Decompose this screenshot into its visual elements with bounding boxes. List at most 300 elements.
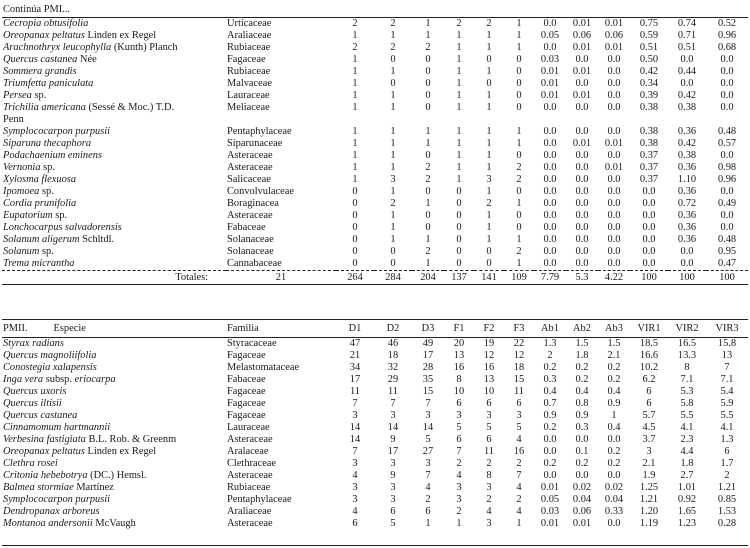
value-cell: 49 <box>422 338 434 349</box>
value-cell: 2 <box>516 458 522 469</box>
value-cell: 17 <box>349 374 361 385</box>
value-cell: 0 <box>390 54 396 65</box>
value-cell: 5.9 <box>720 398 734 409</box>
species-name: Oreopanax peltatus <box>3 30 85 41</box>
species-name: Cecropia obtusifolia <box>3 18 89 29</box>
value-cell: 1 <box>390 234 396 245</box>
value-cell: 0.0 <box>575 234 589 245</box>
value-cell: 5 <box>486 422 492 433</box>
header-ab2: Ab2 <box>566 320 598 338</box>
value-cell: 0 <box>516 54 522 65</box>
species-cell <box>2 386 226 398</box>
family-cell: Convolvulaceae <box>227 186 294 197</box>
species-name: Verbesina fastigiata <box>3 434 86 445</box>
value-cell: 3 <box>352 494 358 505</box>
table-row <box>2 102 748 114</box>
table-row <box>2 446 748 458</box>
species-name: Dendropanax arboreus <box>3 506 100 517</box>
header-f2: F2 <box>474 320 504 338</box>
value-cell: 0.01 <box>604 162 624 173</box>
header-pmii: PMII. <box>3 322 28 334</box>
value-cell <box>336 114 374 126</box>
totals-value: 109 <box>504 271 534 285</box>
value-cell: 0.0 <box>543 258 557 269</box>
table-row <box>2 18 748 31</box>
value-cell: 3 <box>456 482 462 493</box>
species-name: Eupatorium <box>3 210 53 221</box>
header-d3: D3 <box>412 320 444 338</box>
value-cell: 4.4 <box>680 446 694 457</box>
family-cell: Araliaceae <box>227 506 272 517</box>
table-pmii-body <box>2 320 748 531</box>
value-cell: 0.4 <box>575 386 589 397</box>
value-cell: 0.0 <box>607 174 621 185</box>
value-cell: 1 <box>425 30 431 41</box>
value-cell: 0.02 <box>572 482 592 493</box>
table-row <box>2 470 748 482</box>
value-cell: 3 <box>516 410 522 421</box>
value-cell: 1 <box>486 102 492 113</box>
species-author: (Sessé & Moc.) T.D. <box>85 102 175 113</box>
family-cell: Malvaceae <box>227 78 272 89</box>
value-cell: 0.52 <box>717 18 737 29</box>
value-cell: 0.01 <box>540 90 560 101</box>
value-cell: 0.01 <box>572 66 592 77</box>
value-cell: 0.01 <box>572 138 592 149</box>
value-cell: 34 <box>349 362 361 373</box>
header-f3: F3 <box>504 320 534 338</box>
value-cell: 16.5 <box>677 338 697 349</box>
value-cell: 7 <box>516 470 522 481</box>
species-cell <box>2 54 226 66</box>
value-cell: 0.74 <box>677 18 697 29</box>
value-cell: 0 <box>390 78 396 89</box>
value-cell: 1 <box>352 126 358 137</box>
species-cell <box>2 458 226 470</box>
value-cell: 15 <box>513 374 525 385</box>
value-cell: 0.0 <box>642 234 656 245</box>
value-cell: 0.9 <box>575 410 589 421</box>
species-author: (Kunth) Planch <box>111 42 178 53</box>
value-cell: 0.96 <box>717 174 737 185</box>
value-cell: 0.0 <box>543 102 557 113</box>
species-author: Linden ex Regel <box>84 446 157 457</box>
family-cell: Fagaceae <box>227 54 266 65</box>
species-author: sp. <box>52 210 68 221</box>
species-name: Arachnothryx leucophylla <box>3 42 112 53</box>
value-cell: 0 <box>352 246 358 257</box>
value-cell: 0 <box>456 246 462 257</box>
value-cell: 1 <box>352 150 358 161</box>
value-cell: 1 <box>390 90 396 101</box>
value-cell: 4.1 <box>720 422 734 433</box>
value-cell <box>412 114 444 126</box>
species-author: sp. <box>39 186 54 197</box>
value-cell: 0.05 <box>540 30 560 41</box>
value-cell: 0.0 <box>575 54 589 65</box>
value-cell: 2 <box>516 174 522 185</box>
species-name: Trema micrantha <box>3 258 75 269</box>
value-cell: 3 <box>390 174 396 185</box>
value-cell: 2 <box>486 18 492 29</box>
value-cell: 1.10 <box>677 174 697 185</box>
family-cell: Urticaceae <box>227 18 272 29</box>
value-cell: 0 <box>352 222 358 233</box>
table-row <box>2 162 748 174</box>
value-cell: 14 <box>422 422 434 433</box>
species-name: Solanum aligerum <box>3 234 80 245</box>
value-cell: 6 <box>486 398 492 409</box>
species-cell <box>2 90 226 102</box>
value-cell: 19 <box>483 338 495 349</box>
family-cell: Cannabaceae <box>227 258 282 269</box>
value-cell: 2 <box>486 494 492 505</box>
value-cell: 1 <box>390 162 396 173</box>
value-cell: 2 <box>486 198 492 209</box>
table-row <box>2 434 748 446</box>
value-cell: 0.0 <box>543 126 557 137</box>
species-author: subsp. <box>43 374 75 385</box>
value-cell: 0 <box>425 54 431 65</box>
species-name: Montanoa andersonii <box>3 518 93 529</box>
value-cell <box>668 114 706 126</box>
totals-value: 7.79 <box>534 271 566 285</box>
value-cell: 0.38 <box>677 150 697 161</box>
table-row <box>2 350 748 362</box>
table-row <box>2 222 748 234</box>
totals-value: 141 <box>474 271 504 285</box>
species-cell <box>2 30 226 42</box>
value-cell: 0.0 <box>575 210 589 221</box>
value-cell: 0 <box>456 210 462 221</box>
species-name: Sommera grandis <box>3 66 77 77</box>
value-cell: 12 <box>513 350 525 361</box>
value-cell: 0.0 <box>575 174 589 185</box>
value-cell: 1 <box>456 42 462 53</box>
species-name: Cinnamomum hartmannii <box>3 422 111 433</box>
value-cell: 11 <box>349 386 360 397</box>
value-cell: 2 <box>456 506 462 517</box>
value-cell: 0.36 <box>677 234 697 245</box>
totals-value: 4.22 <box>598 271 630 285</box>
species-cell <box>2 470 226 482</box>
value-cell: 0.3 <box>575 422 589 433</box>
value-cell: 0 <box>425 102 431 113</box>
value-cell: 11 <box>387 386 398 397</box>
value-cell: 7.1 <box>720 374 734 385</box>
value-cell: 0 <box>352 210 358 221</box>
species-cell <box>2 138 226 150</box>
value-cell: 2.7 <box>680 470 694 481</box>
value-cell: 4 <box>456 470 462 481</box>
value-cell: 1.21 <box>639 494 659 505</box>
value-cell: 1 <box>425 126 431 137</box>
value-cell: 1.01 <box>677 482 697 493</box>
value-cell: 0.0 <box>720 102 734 113</box>
value-cell <box>630 114 668 126</box>
species-cell <box>2 42 226 54</box>
value-cell: 0.04 <box>572 494 592 505</box>
value-cell: 0.0 <box>642 246 656 257</box>
value-cell: 0.33 <box>604 506 624 517</box>
species-author: sp. <box>31 90 47 101</box>
value-cell: 0.85 <box>717 494 737 505</box>
header-ab1: Ab1 <box>534 320 566 338</box>
species-name: Vernonia <box>3 162 41 173</box>
header-d1: D1 <box>336 320 374 338</box>
table-row <box>2 398 748 410</box>
value-cell: 0.36 <box>677 222 697 233</box>
value-cell: 0 <box>390 246 396 257</box>
value-cell: 0.0 <box>720 222 734 233</box>
family-cell: Boraginacea <box>227 198 279 209</box>
value-cell: 1 <box>516 18 522 29</box>
value-cell: 0.59 <box>639 30 659 41</box>
value-cell: 14 <box>349 434 361 445</box>
value-cell: 1 <box>456 174 462 185</box>
value-cell: 5 <box>425 434 431 445</box>
value-cell: 1.21 <box>717 482 737 493</box>
value-cell: 13 <box>483 374 495 385</box>
value-cell: 10.2 <box>639 362 659 373</box>
value-cell: 0.0 <box>680 78 694 89</box>
value-cell: 2.3 <box>680 434 694 445</box>
value-cell: 0.0 <box>607 150 621 161</box>
header-especie: Especie <box>53 322 86 334</box>
value-cell: 2 <box>390 42 396 53</box>
value-cell: 0.42 <box>639 66 659 77</box>
table-row <box>2 198 748 210</box>
value-cell: 1 <box>390 150 396 161</box>
species-cell <box>2 198 226 210</box>
value-cell: 1 <box>352 138 358 149</box>
value-cell: 7.1 <box>680 374 694 385</box>
value-cell: 13.3 <box>677 350 697 361</box>
value-cell: 1 <box>486 210 492 221</box>
family-cell: Solanaceae <box>227 234 274 245</box>
totals-value: 137 <box>444 271 474 285</box>
species-cell <box>2 362 226 374</box>
value-cell: 4 <box>516 506 522 517</box>
family-cell: Rubiaceae <box>227 42 271 53</box>
value-cell: 0.0 <box>543 138 557 149</box>
species-author: B.L. Rob. & Greenm <box>85 434 177 445</box>
species-cell <box>2 350 226 362</box>
value-cell: 0.0 <box>720 210 734 221</box>
species-cell <box>2 518 226 530</box>
value-cell: 1 <box>516 234 522 245</box>
value-cell: 6 <box>646 398 652 409</box>
value-cell: 1 <box>516 258 522 269</box>
value-cell: 0.7 <box>543 398 557 409</box>
value-cell: 0 <box>425 78 431 89</box>
value-cell: 0.37 <box>639 174 659 185</box>
value-cell: 0 <box>352 186 358 197</box>
table-caption: Continúa PMI... <box>2 2 748 18</box>
species-cell <box>2 186 226 198</box>
value-cell: 5.4 <box>720 386 734 397</box>
value-cell: 0.0 <box>607 66 621 77</box>
family-cell: Araliaceae <box>227 30 272 41</box>
value-cell: 0.0 <box>575 126 589 137</box>
value-cell: 1 <box>352 174 358 185</box>
table-row <box>2 150 748 162</box>
table-row <box>2 42 748 54</box>
table-row <box>2 246 748 258</box>
value-cell: 1 <box>456 78 462 89</box>
value-cell: 1 <box>456 162 462 173</box>
value-cell: 1 <box>456 90 462 101</box>
species-cell <box>2 338 226 351</box>
value-cell: 0.34 <box>639 78 659 89</box>
species-name: Persea <box>3 90 32 101</box>
value-cell: 1.7 <box>720 458 734 469</box>
value-cell: 16.6 <box>639 350 659 361</box>
value-cell: 1 <box>352 66 358 77</box>
value-cell: 18.5 <box>639 338 659 349</box>
value-cell: 18 <box>513 362 525 373</box>
value-cell: 0.0 <box>543 434 557 445</box>
value-cell: 1.19 <box>639 518 659 529</box>
value-cell: 1 <box>486 222 492 233</box>
value-cell: 0.01 <box>572 518 592 529</box>
value-cell: 2 <box>516 246 522 257</box>
value-cell: 1.5 <box>607 338 621 349</box>
value-cell: 0.96 <box>717 30 737 41</box>
species-name: Balmea stormiae <box>3 482 74 493</box>
value-cell: 2 <box>390 198 396 209</box>
table-pmi-body <box>2 2 748 285</box>
value-cell: 0.0 <box>607 234 621 245</box>
species-cell <box>2 494 226 506</box>
value-cell: 5 <box>390 518 396 529</box>
value-cell <box>534 114 566 126</box>
family-cell: Salicaceae <box>227 174 271 185</box>
value-cell: 4 <box>516 434 522 445</box>
table-row <box>2 30 748 42</box>
value-cell: 3 <box>486 482 492 493</box>
value-cell: 0.0 <box>575 78 589 89</box>
family-cell: Fabaceae <box>227 374 266 385</box>
value-cell: 0 <box>352 234 358 245</box>
value-cell: 0.0 <box>607 198 621 209</box>
value-cell: 7 <box>425 470 431 481</box>
value-cell: 2 <box>390 18 396 29</box>
value-cell: 0 <box>352 258 358 269</box>
family-cell: Fagaceae <box>227 386 266 397</box>
value-cell: 22 <box>513 338 525 349</box>
value-cell: 0 <box>456 258 462 269</box>
table-row <box>2 234 748 246</box>
totals-label: Totales: <box>2 271 226 285</box>
value-cell: 0.03 <box>540 506 560 517</box>
value-cell: 0.0 <box>543 246 557 257</box>
value-cell: 1.8 <box>680 458 694 469</box>
value-cell: 1 <box>352 54 358 65</box>
species-cell <box>2 102 226 114</box>
value-cell: 20 <box>453 338 465 349</box>
value-cell: 0.8 <box>575 398 589 409</box>
value-cell: 1 <box>486 126 492 137</box>
value-cell: 0 <box>456 186 462 197</box>
totals-value: 100 <box>668 271 706 285</box>
table-row <box>2 362 748 374</box>
value-cell: 29 <box>387 374 399 385</box>
value-cell: 11 <box>483 446 494 457</box>
table-row <box>2 518 748 530</box>
value-cell: 1.65 <box>677 506 697 517</box>
value-cell: 0.28 <box>717 518 737 529</box>
value-cell: 2 <box>456 458 462 469</box>
value-cell <box>474 114 504 126</box>
value-cell: 0.50 <box>639 54 659 65</box>
value-cell: 5.8 <box>680 398 694 409</box>
table-row <box>2 210 748 222</box>
value-cell: 4 <box>486 506 492 517</box>
value-cell: 0 <box>486 78 492 89</box>
value-cell: 1 <box>456 150 462 161</box>
section-gap <box>0 305 750 317</box>
header-vir2: VIR2 <box>668 320 706 338</box>
value-cell: 0.0 <box>543 174 557 185</box>
value-cell: 0.2 <box>607 374 621 385</box>
value-cell: 0.2 <box>543 458 557 469</box>
family-cell: Fagaceae <box>227 410 266 421</box>
value-cell: 0.01 <box>604 138 624 149</box>
species-name: Quercus castanea <box>3 54 78 65</box>
value-cell: 0.38 <box>639 102 659 113</box>
value-cell: 27 <box>422 446 434 457</box>
value-cell: 0.0 <box>720 78 734 89</box>
totals-value: 284 <box>374 271 412 285</box>
species-cell <box>2 422 226 434</box>
value-cell: 1 <box>486 186 492 197</box>
header-vir1: VIR1 <box>630 320 668 338</box>
value-cell: 1 <box>516 198 522 209</box>
value-cell: 0.0 <box>543 162 557 173</box>
value-cell: 0.3 <box>543 374 557 385</box>
species-author: Née <box>77 54 97 65</box>
value-cell: 0 <box>425 90 431 101</box>
family-cell: Pentaphylaceae <box>227 126 292 137</box>
species-cell <box>2 126 226 138</box>
value-cell: 0.38 <box>639 126 659 137</box>
value-cell: 14 <box>387 422 399 433</box>
value-cell: 1 <box>390 186 396 197</box>
header-pmii-especie <box>2 320 226 338</box>
value-cell <box>504 114 534 126</box>
family-cell: Aralaceae <box>227 446 269 457</box>
value-cell: 0.36 <box>677 210 697 221</box>
value-cell: 0.0 <box>607 518 621 529</box>
table-pmii <box>2 319 748 530</box>
family-cell: Asteraceae <box>227 162 273 173</box>
value-cell: 2 <box>425 246 431 257</box>
species-cell <box>2 258 226 271</box>
family-cell <box>226 114 336 126</box>
species-cell <box>2 446 226 458</box>
value-cell: 0.01 <box>572 42 592 53</box>
value-cell: 1 <box>390 138 396 149</box>
value-cell: 13 <box>721 350 733 361</box>
value-cell: 0 <box>425 186 431 197</box>
value-cell: 1 <box>516 30 522 41</box>
species-name: Ipomoea <box>3 186 40 197</box>
value-cell: 6 <box>646 386 652 397</box>
value-cell: 1 <box>516 138 522 149</box>
family-cell: Lauraceae <box>227 90 270 101</box>
value-cell: 0 <box>456 234 462 245</box>
